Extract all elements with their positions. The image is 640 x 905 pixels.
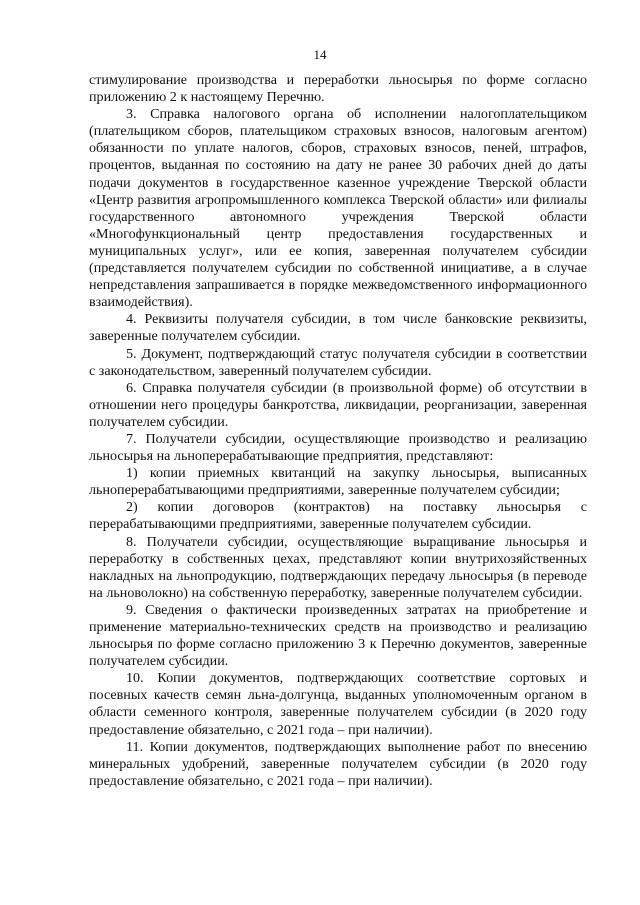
paragraph-item-3: 3. Справка налогового органа об исполнении налогоплательщиком (плательщиком сборов, плательщиком страховых взносов, налоговым агентом) обязанности по уплате налогов, сборов, страховых взносов, пеней, штрафов, процентов, выданная по состоянию на дату не ранее 30 рабочих дней до даты подачи документов в государственное казенное учреждение Тверской области «Центр развития агропромышленного комплекса Тверской области» или филиалы государственного автономного учреждения Тверской области «Многофункциональный центр предоставления государственных и муниципальных услуг», или ее копия, заверенная получателем субсидии (представляется получателем субсидии по собственной инициативе, а в случае непредставления запрашивается в порядке межведомственного информационного взаимодействия). bbox=[89, 106, 587, 311]
page-number: 14 bbox=[313, 47, 327, 62]
paragraph-continuation: стимулирование производства и переработки льносырья по форме согласно приложению 2 к настоящему Перечню. bbox=[89, 72, 587, 106]
paragraph-item-7-1: 1) копии приемных квитанций на закупку льносырья, выписанных льноперерабатывающими предприятиями, заверенные получателем субсидии; bbox=[89, 465, 587, 499]
paragraph-item-9: 9. Сведения о фактически произведенных затратах на приобретение и применение материально-технических средств на производство и реализацию льносырья по форме согласно приложению 3 к Перечню документов, заверенные получателем субсидии. bbox=[89, 601, 587, 670]
paragraph-item-10: 10. Копии документов, подтверждающих соответствие сортовых и посевных качеств семян льна-долгунца, выданных уполномоченным органом в области семенного контроля, заверенные получателем субсидии (в 2020 году предоставление обязательно, с 2021 года – при наличии). bbox=[89, 670, 587, 738]
document-body bbox=[89, 72, 587, 790]
paragraph-item-5: 5. Документ, подтверждающий статус получателя субсидии в соответствии с законодательством, заверенный получателем субсидии. bbox=[89, 345, 587, 379]
paragraph-item-7-2: 2) копии договоров (контрактов) на поставку льносырья с перерабатывающими предприятиями, заверенные получателем субсидии. bbox=[89, 499, 587, 533]
paragraph-item-8: 8. Получатели субсидии, осуществляющие выращивание льносырья и переработку в собственных цехах, представляют копии внутрихозяйственных накладных на льнопродукцию, подтверждающих передачу льносырья (в переводе на льноволокно) на собственную переработку, заверенные получателем субсидии. bbox=[89, 533, 587, 601]
paragraph-item-7: 7. Получатели субсидии, осуществляющие производство и реализацию льносырья на льноперерабатывающие предприятия, представляют: bbox=[89, 430, 587, 465]
paragraph-item-11: 11. Копии документов, подтверждающих выполнение работ по внесению минеральных удобрений, заверенные получателем субсидии (в 2020 году предоставление обязательно, с 2021 года – при наличии). bbox=[89, 738, 587, 789]
paragraph-item-6: 6. Справка получателя субсидии (в произвольной форме) об отсутствии в отношении него процедуры банкротства, ликвидации, реорганизации, заверенная получателем субсидии. bbox=[89, 379, 587, 430]
paragraph-item-4: 4. Реквизиты получателя субсидии, в том числе банковские реквизиты, заверенные получателем субсидии. bbox=[89, 311, 587, 345]
